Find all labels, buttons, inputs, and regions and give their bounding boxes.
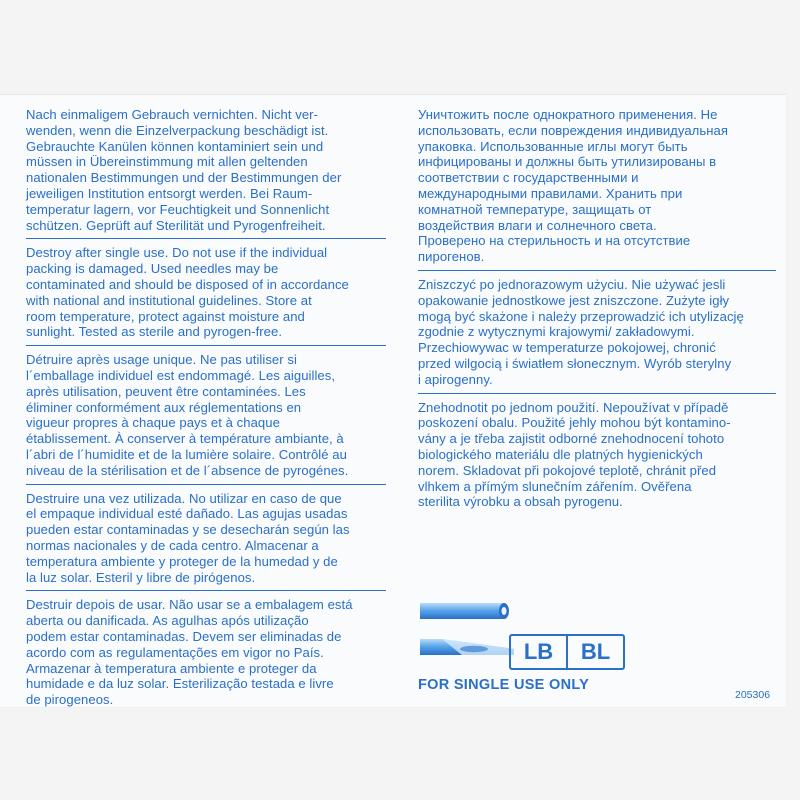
divider: [26, 590, 386, 591]
text-russian: Уничтожить после однократного применения. Не использовать, если повреждения индивидуальная упаковка. Использованные иглы могут быть инфицированы и должны быть утилизированы в соответствии с государственными и международными правилами. Хранить при комнатной температуре, защищать от воздействия влаги и солнечного света. Проверено на стерильность и на отсутствие пирогенов.: [418, 107, 728, 265]
badge-bl: BL: [580, 639, 611, 664]
badge-lb: LB: [523, 639, 554, 664]
divider: [26, 238, 386, 239]
label-panel: [0, 94, 786, 707]
divider: [418, 393, 776, 394]
right-column: [418, 107, 778, 510]
lb-bl-badge: [509, 634, 625, 670]
text-portuguese: Destruir depois de usar. Não usar se a embalagem está aberta ou danificada. As agulhas após utilização podem estar contaminadas. Devem ser eliminadas de acordo com as regulamentações em vigor no País. Armazenar à temperatura ambiente e proteger da humidade e da luz solar. Esterilização testada e livre de pirogeneos.: [26, 597, 353, 708]
needle-lumen-icon: [420, 603, 509, 619]
text-english: Destroy after single use. Do not use if the individual packing is damaged. Used needles may be contaminated and should be disposed of in accordance with national and institutional guidelines. Store at room temperature, protect against moisture and sunlight. Tested as sterile and pyrogen-free.: [26, 245, 349, 340]
symbol-area: [418, 597, 788, 697]
text-polish: Zniszczyć po jednorazowym użyciu. Nie używać jesli opakowanie jednostkowe jest zniszczone. Zużyte igły mogą być skażone i należy przeprowadzić ich utylizację zgodnie z wytycznymi krajowymi/ zakładowymi. Przechiowywac w temperaturze pokojowej, chronić przed wilgocią i światłem słonecznym. Wyrób sterylny i apirogenny.: [418, 276, 744, 387]
single-use-label: FOR SINGLE USE ONLY: [418, 677, 590, 693]
text-spanish: Destruire una vez utilizada. No utilizar en caso de que el empaque individual esté dañado. Las agujas usadas pueden estar contaminadas y se desecharán según las normas nacionales y de cada centro. Almacenar a temperatura ambiente y proteger de la humedad y de la luz solar. Esteril y libre de pirógenos.: [26, 490, 350, 585]
product-code: 205306: [735, 689, 771, 701]
text-czech: Znehodnotit po jednom použití. Nepoužívat v případě poskození obalu. Použité jehly mohou být kontamino- vány a je třeba zajistit odborné znehodnocení tohoto biologického materiálu dle platných hygienických norem. Skladovat při pokojové teplotě, chránit před vlhkem a přímým slunečním zářením. Ověřena sterilita výrobku a obsah pyrogenu.: [418, 399, 731, 510]
text-french: Détruire après usage unique. Ne pas utiliser si l´emballage individuel est endommagé. Les aiguilles, après utilisation, peuvent être contaminées. Les éliminer conformément aux réglementations en vigueur propres à chaque pays et à chaque établissement. À conserver à température ambiante, à l´abri de l´humidite et de la lumière solaire. Contrôlé au niveau de la stérilisation et de l´absence de pyrogénes.: [26, 352, 349, 478]
needle-symbols: [418, 597, 514, 669]
divider: [26, 484, 386, 485]
needle-bevel-icon: [420, 639, 514, 655]
divider: [418, 270, 776, 271]
divider: [26, 345, 386, 346]
text-german: Nach einmaligem Gebrauch vernichten. Nicht ver- wenden, wenn die Einzelverpackung beschädigt ist. Gebrauchte Kanülen können kontaminiert sein und müssen in Übereinstimmung mit allen geltenden nationalen Bestimmungen und der Bestimmungen der jeweiligen Institution entsorgt werden. Bei Raum- temperatur lagern, vor Feuchtigkeit und Sonnenlicht schützen. Geprüft auf Sterilität und Pyrogenfreiheit.: [26, 107, 342, 233]
left-column: [26, 107, 386, 708]
